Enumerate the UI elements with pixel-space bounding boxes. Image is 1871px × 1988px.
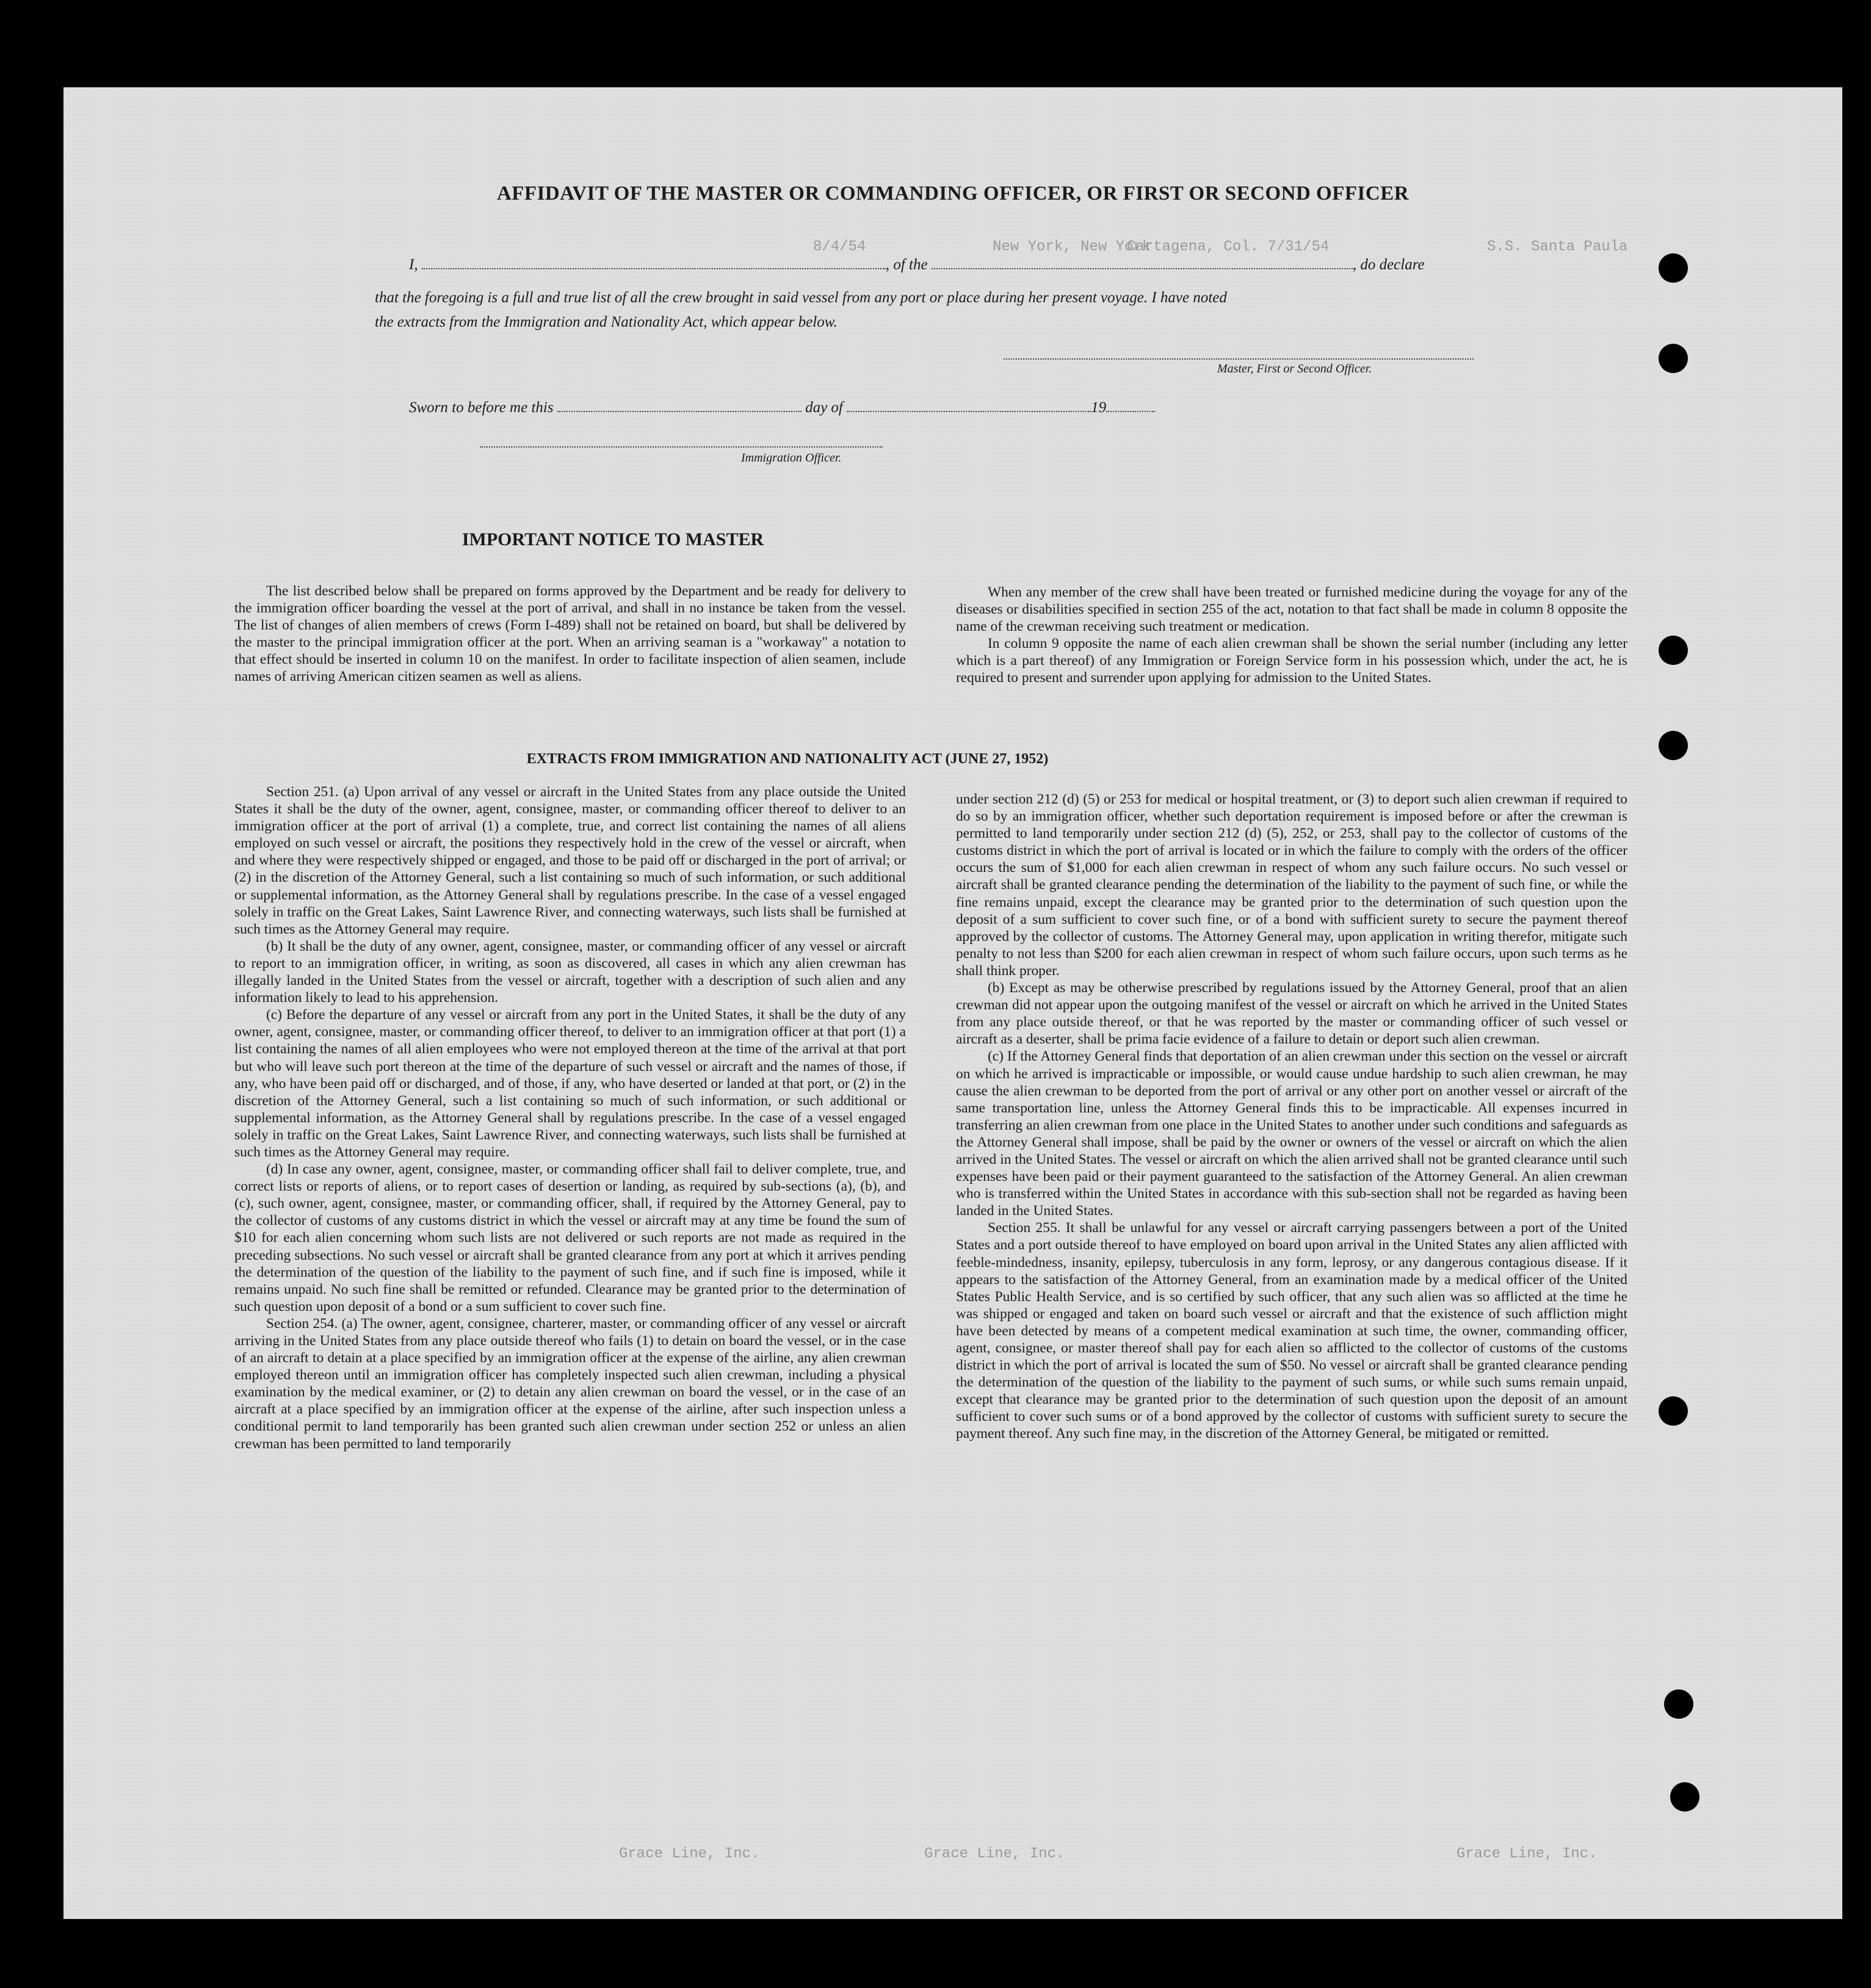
section-251b: (b) It shall be the duty of any owner, agent, consignee, master, or commanding officer of any vessel or aircraft to report to an immigration officer, in writing, as soon as discovered, all cases in which any alien crewman has illegally landed in the United States from the vessel or aircraft, together with a description of such alien and any information likely to lead to his apprehension. (234, 938, 906, 1006)
of-the-label: , of the (885, 256, 928, 273)
notice-title: IMPORTANT NOTICE TO MASTER (461, 529, 764, 550)
extracts-left-column (234, 783, 906, 1453)
bleed-footer: Grace Line, Inc. (1457, 1846, 1598, 1862)
punch-hole (1664, 1689, 1693, 1719)
punch-hole (1659, 636, 1688, 665)
section-254b: (b) Except as may be otherwise prescribed by regulations issued by the Attorney General, proof that an alien crewman did not appear upon the outgoing manifest of the vessel or aircraft on which he arrived in the United States from any place outside thereof, or that he was reported by the master or commanding officer of such vessel or aircraft as a deserter, shall be prima facie evidence of a failure to detain or deport such alien crewman. (956, 980, 1627, 1048)
punch-hole (1659, 731, 1688, 760)
day-of-label: day of (805, 399, 843, 416)
bleed-footer: Grace Line, Inc. (924, 1846, 1065, 1862)
vessel-blank[interactable] (932, 253, 1353, 269)
notice-paragraph: The list described below shall be prepared on forms approved by the Department and be ready for delivery to the immigration officer boarding the vessel at the port of arrival, and shall in no instance be taken from the vessel. The list of changes of alien members of crews (Form I-489) shall not be retained on board, but shall be delivered by the master to the principal immigration officer at the port. When an arriving seaman is a "workaway" a notation to that effect should be inserted in column 10 on the manifest. In order to facilitate inspection of alien seamen, include names of arriving American citizen seamen as well as aliens. (234, 583, 906, 685)
i-label: I, (409, 256, 418, 273)
sworn-day-blank[interactable] (557, 396, 802, 412)
extracts-right-column (956, 791, 1627, 1443)
immigration-officer-line[interactable] (480, 446, 883, 448)
do-declare-label: , do declare (1352, 256, 1425, 273)
declaration-text-2: that the foregoing is a full and true list of all the crew brought in said vessel from any port or place during her present voyage. I have noted (375, 289, 1227, 306)
punch-hole (1670, 1782, 1699, 1812)
immigration-officer-label: Immigration Officer. (741, 451, 842, 465)
punch-hole (1659, 344, 1688, 373)
name-blank[interactable] (422, 253, 886, 269)
section-254c: (c) If the Attorney General finds that deportation of an alien crewman under this section on the vessel or aircraft on which he arrived is impracticable or impossible, or would cause undue hardship to such alien crewman, he may cause the alien crewman to be deported from the port of arrival or any other port on another vessel or aircraft of the same transportation line, unless the Attorney General finds this to be impracticable. All expenses incurred in transferring an alien crewman from one place in the United States to another under such conditions and safeguards as the Attorney General shall impose, shall be paid by the owner or owners of the vessel or aircraft on which the alien arrived in the United States. The vessel or aircraft on which the alien arrived shall not be granted clearance until such expenses have been paid or their payment guaranteed to the satisfaction of the Attorney General. An alien crewman who is transferred within the United States in accordance with this sub-section shall not be regarded as having been landed in the United States. (956, 1048, 1627, 1219)
year-label: 19 (1091, 399, 1107, 416)
master-signature-label: Master, First or Second Officer. (1217, 362, 1372, 375)
notice-paragraph: In column 9 opposite the name of each alien crewman shall be shown the serial number (including any letter which is a part thereof) of any Immigration or Foreign Service form in his possession which, under the act, he is required to present and surrender upon applying for admission to the United States. (956, 636, 1627, 686)
bleed-port-from: Cartagena, Col. 7/31/54 (1127, 239, 1330, 255)
notice-right-column (956, 584, 1627, 687)
section-254a: Section 254. (a) The owner, agent, consignee, charterer, master, or commanding officer of any vessel or aircraft arriving in the United States from any place outside thereof who fails (1) to detain on board the vessel, or in the case of an aircraft to detain at a place specified by an immigration officer at the expense of the airline, any alien crewman employed thereon until an immigration officer has completely inspected such alien crewman, including a physical examination by the medical examiner, or (2) to detain any alien crewman on board the vessel, or in the case of an aircraft at a place specified by an immigration officer at the expense of the airline, after such inspection unless a conditional permit to land temporarily has been granted such alien crewman under section 252 or unless an alien crewman has been permitted to land temporarily (234, 1315, 906, 1452)
document-page (63, 87, 1842, 1919)
section-255: Section 255. It shall be unlawful for any vessel or aircraft carrying passengers between a port of the United States and a port outside thereof to have employed on board upon arrival in the United States any alien afflicted with feeble-mindedness, insanity, epilepsy, tuberculosis in any form, leprosy, or any dangerous contagious disease. If it appears to the satisfaction of the Attorney General, from an examination made by a medical officer of the United States Public Health Service, and is so certified by such officer, that any such alien was so afflicted at the time he was shipped or engaged and taken on board such vessel or aircraft and that the existence of such affliction might have been detected by means of a competent medical examination at such time, the owner, commanding officer, agent, consignee, or master thereof shall pay for each alien so afflicted to the collector of customs of the customs district in which the port of arrival is located the sum of $50. No vessel or aircraft shall be granted clearance pending the determination of the question of the liability to the payment of such sums, or while such sums remain unpaid, except that clearance may be granted prior to the determination of such question upon the deposit of an amount sufficient to cover such sums or of a bond approved by the collector of customs with sufficient surety to secure the payment thereof. Any such fine may, in the discretion of the Attorney General, be mitigated or remitted. (956, 1220, 1627, 1442)
section-251c: (c) Before the departure of any vessel or aircraft from any port in the United States, it shall be the duty of any owner, agent, consignee, master, or commanding officer thereof, to deliver to an immigration officer at that port (1) a list containing the names of all alien employees who were not employed thereon at the time of the arrival at that port but who will leave such port thereon at the time of the departure of such vessel or aircraft and the names of those, if any, who have been paid off or discharged, and of those, if any, who have deserted or landed at that port, or (2) in the discretion of the Attorney General, such a list containing so much of such information, or such additional or supplemental information, as the Attorney General shall by regulations prescribe. In the case of a vessel engaged solely in traffic on the Great Lakes, Saint Lawrence River, and connecting waterways, such lists shall be furnished at such times as the Attorney General may require. (234, 1007, 906, 1160)
notice-paragraph: When any member of the crew shall have been treated or furnished medicine during the voyage for any of the diseases or disabilities specified in section 255 of the act, notation to that fact shall be made in column 8 opposite the name of the crewman receiving such treatment or medication. (956, 584, 1627, 635)
affidavit-title: AFFIDAVIT OF THE MASTER OR COMMANDING OFFICER, OR FIRST OR SECOND OFFICER (496, 183, 1410, 205)
bleed-vessel: S.S. Santa Paula (1487, 239, 1628, 255)
section-254a-cont: under section 212 (d) (5) or 253 for medical or hospital treatment, or (3) to deport such alien crewman if required to do so by an immigration officer, whether such deportation requirement is imposed before or after the crewman is permitted to land temporarily under section 212 (d) (5), 252, or 253, shall pay to the collector of customs of the customs district in which the port of arrival is located or in which the failure to comply with the orders of the officer occurs the sum of $1,000 for each alien crewman in respect of whom any such failure occurs. No such vessel or aircraft shall be granted clearance pending the determination of the liability to the payment of such fine, or while the fine remains unpaid, except the clearance may be granted prior to the determination of such question upon the deposit of a sum sufficient to cover such fine, or of a bond with sufficient surety to secure the payment thereof approved by the collector of customs. The Attorney General may, upon application in writing therefor, mitigate such penalty to not less than $200 for each alien crewman in respect of whom such failure occurs, upon such terms as he shall think proper. (956, 791, 1627, 979)
punch-hole (1659, 1396, 1688, 1426)
section-251d: (d) In case any owner, agent, consignee, master, or commanding officer shall fail to deliver complete, true, and correct lists or reports of aliens, or to report cases of desertion or landing, as required by sub-sections (a), (b), and (c), such owner, agent, consignee, master, or commanding officer, shall, if required by the Attorney General, pay to the collector of customs of any customs district in which the vessel or aircraft may at any time be found the sum of $10 for each alien concerning whom such lists are not delivered or such reports are not made as required in the preceding subsections. No such vessel or aircraft shall be granted clearance from any port at which it arrives pending the determination of the question of the liability to the payment of such fine, and if such fine is imposed, while it remains unpaid. No such fine shall be remitted or refunded. Clearance may be granted prior to the determination of such question upon deposit of a bond or a sum sufficient to cover such fine. (234, 1161, 906, 1315)
sworn-label: Sworn to before me this (409, 399, 554, 416)
sworn-year-blank[interactable] (1106, 396, 1155, 412)
punch-hole (1659, 253, 1688, 283)
sworn-month-blank[interactable] (847, 396, 1091, 412)
declaration-line (409, 253, 1551, 276)
declaration-text-3: the extracts from the Immigration and Nationality Act, which appear below. (375, 314, 838, 330)
extracts-title: EXTRACTS FROM IMMIGRATION AND NATIONALITY ACT (JUNE 27, 1952) (526, 751, 1049, 767)
notice-left-column (234, 582, 906, 686)
sworn-line (409, 396, 1155, 419)
section-251a: Section 251. (a) Upon arrival of any vessel or aircraft in the United States from any place outside the United States it shall be the duty of the owner, agent, consignee, master, or commanding officer thereof to deliver to an immigration officer at the port of arrival (1) a complete, true, and correct list containing the names of all aliens employed on such vessel or aircraft, the positions they respectively hold in the crew of the vessel or aircraft, when and where they were respectively shipped or engaged, and those to be paid off or discharged in the port of arrival; or (2) in the discretion of the Attorney General, such a list containing so much of such information, or such additional or supplemental information, as the Attorney General shall by regulations prescribe. In the case of a vessel engaged solely in traffic on the Great Lakes, Saint Lawrence River, and connecting waterways, such lists shall be furnished at such times as the Attorney General may require. (234, 784, 906, 937)
bleed-footer: Grace Line, Inc. (619, 1846, 760, 1862)
bleed-port-to: New York, New York (993, 239, 1151, 255)
bleed-date: 8/4/54 (813, 239, 866, 255)
master-signature-line[interactable] (1004, 358, 1474, 360)
